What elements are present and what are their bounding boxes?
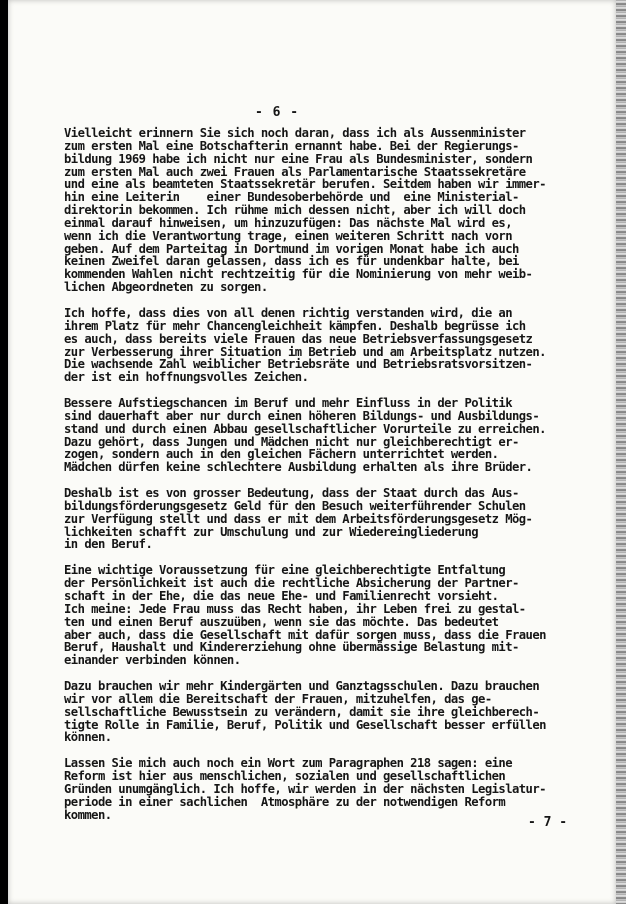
page-number-bottom: - 7 - [528, 815, 568, 830]
text-line: zum ersten Mal auch zwei Frauen als Parlamentarische Staatssekretäre [64, 164, 526, 179]
text-line: wir vor allem die Bereitschaft der Frauen, mitzuhelfen, das ge- [64, 691, 492, 706]
paragraph-3 [64, 397, 594, 474]
text-line: sellschaftliche Bewusstsein zu verändern, damit sie ihre gleichberech- [64, 704, 540, 719]
text-line: aber auch, dass die Gesellschaft mit dafür sorgen muss, dass die Frauen [64, 627, 546, 642]
paragraph-5 [64, 564, 594, 667]
paragraph-4 [64, 487, 594, 551]
text-line: direktorin bekommen. Ich rühme mich dessen nicht, aber ich will doch [64, 203, 526, 218]
text-line: Die wachsende Zahl weiblicher Betriebsräte und Betriebsratsvorsitzen- [64, 357, 533, 372]
text-line: bildung 1969 habe ich nicht nur eine Frau als Bundesminister, sondern [64, 151, 533, 166]
text-line: und eine als beamteten Staatssekretär berufen. Seitdem haben wir immer- [64, 177, 546, 192]
text-line: keinen Zweifel daran gelassen, dass ich es für undenkbar halte, bei [64, 254, 519, 269]
paragraph-1 [64, 127, 594, 294]
page-number-top: - 6 - [255, 105, 300, 120]
text-line: sind dauerhaft aber nur durch einen höheren Bildungs- und Ausbildungs- [64, 408, 540, 423]
text-line: kommenden Wahlen nicht rechtzeitig für die Nominierung von mehr weib- [64, 267, 533, 282]
paragraph-6 [64, 680, 594, 744]
text-line: Reform ist hier aus menschlichen, sozialen und gesellschaftlichen [64, 769, 506, 784]
text-line: zum ersten Mal eine Botschafterin ernannt habe. Bei der Regierungs- [64, 138, 519, 153]
text-line: periode in einer sachlichen Atmosphäre zu der notwendigen Reform [64, 794, 506, 809]
scan-edge [616, 0, 626, 904]
text-line: geben. Auf dem Parteitag in Dortmund im vorigen Monat habe ich auch [64, 241, 519, 256]
text-line: zur Verfügung stellt und dass er mit dem Arbeitsförderungsgesetz Mög- [64, 511, 533, 526]
text-line: es auch, dass bereits viele Frauen das neue Betriebsverfassungsgesetz [64, 331, 533, 346]
text-line: Bessere Aufstiegschancen im Beruf und mehr Einfluss in der Politik [64, 396, 512, 411]
text-line: der Persönlichkeit ist auch die rechtliche Absicherung der Partner- [64, 576, 519, 591]
text-line: stand und durch einen Abbau gesellschaftlicher Vorurteile zu erreichen. [64, 421, 546, 436]
paragraph-7 [64, 757, 594, 821]
text-line: Dazu brauchen wir mehr Kindergärten und Ganztagsschulen. Dazu brauchen [64, 679, 540, 694]
text-line: ten und einen Beruf auszuüben, wenn sie das möchte. Das bedeutet [64, 614, 499, 629]
text-line: Vielleicht erinnern Sie sich noch daran, dass ich als Aussenminister [64, 126, 526, 140]
text-line: einander verbinden können. [64, 653, 241, 668]
text-line: zogen, sondern auch in den gleichen Fächern unterrichtet werden. [64, 447, 499, 462]
text-line: einmal darauf hinweisen, um hinzuzufügen: Das nächste Mal wird es, [64, 215, 512, 230]
text-line: ihrem Platz für mehr Chancengleichheit kämpfen. Deshalb begrüsse ich [64, 318, 526, 333]
text-line: Dazu gehört, dass Jungen und Mädchen nicht nur gleichberechtigt er- [64, 434, 519, 449]
text-line: Ich meine: Jede Frau muss das Recht haben, ihr Leben frei zu gestal- [64, 601, 526, 616]
document-page [8, 0, 616, 904]
text-line: kommen. [64, 807, 112, 822]
text-line: Mädchen dürfen keine schlechtere Ausbildung erhalten als ihre Brüder. [64, 460, 533, 475]
text-line: Eine wichtige Voraussetzung für eine gleichberechtigte Entfaltung [64, 563, 506, 578]
text-line: können. [64, 730, 112, 745]
text-line: der ist ein hoffnungsvolles Zeichen. [64, 370, 309, 385]
text-line: wenn ich die Verantwortung trage, einen weiteren Schritt nach vorn [64, 228, 512, 243]
text-line: Beruf, Haushalt und Kindererziehung ohne übermässige Belastung mit- [64, 640, 519, 655]
text-line: zur Verbesserung ihrer Situation im Betrieb und am Arbeitsplatz nutzen. [64, 344, 546, 359]
text-line: in den Beruf. [64, 537, 153, 552]
text-line: bildungsförderungsgesetz Geld für den Besuch weiterführender Schulen [64, 498, 526, 513]
paragraph-2 [64, 307, 594, 384]
text-line: Ich hoffe, dass dies von all denen richtig verstanden wird, die an [64, 305, 512, 320]
text-line: lichkeiten schafft zur Umschulung und zur Wiedereingliederung [64, 524, 479, 539]
text-line: Deshalb ist es von grosser Bedeutung, dass der Staat durch das Aus- [64, 486, 519, 501]
text-line: schaft in der Ehe, die das neue Ehe- und Familienrecht vorsieht. [64, 589, 499, 603]
body-text [64, 127, 594, 835]
text-line: Lassen Sie mich auch noch ein Wort zum Paragraphen 218 sagen: eine [64, 756, 512, 771]
text-line: lichen Abgeordneten zu sorgen. [64, 280, 268, 295]
text-line: hin eine Leiterin einer Bundesoberbehörde und eine Ministerial- [64, 190, 519, 205]
text-line: Gründen unumgänglich. Ich hoffe, wir werden in der nächsten Legislatur- [64, 781, 546, 796]
text-line: tigte Rolle in Familie, Beruf, Politik und Gesellschaft besser erfüllen [64, 717, 546, 732]
